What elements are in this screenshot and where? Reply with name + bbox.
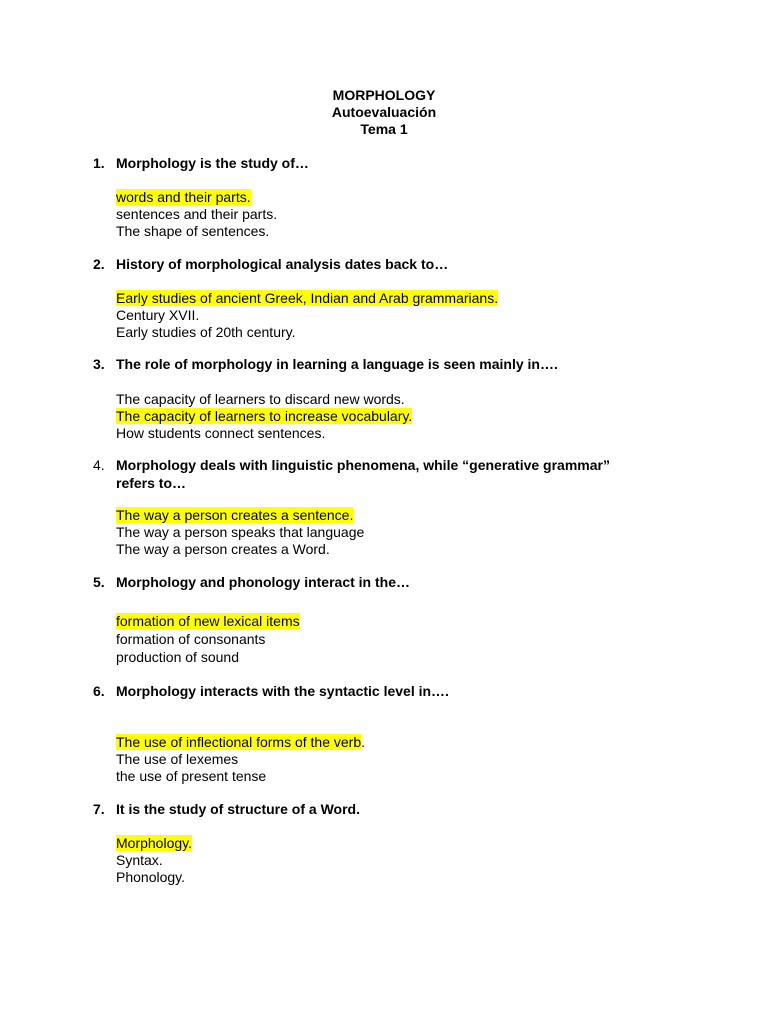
answer-option: How students connect sentences. — [116, 424, 326, 441]
answer-option: The way a person creates a Word. — [116, 541, 330, 557]
answer-option: Syntax. — [116, 851, 163, 868]
question-number: 4. — [93, 457, 105, 473]
question-6 — [93, 683, 693, 785]
question-text: Morphology is the study of… — [116, 155, 309, 171]
document-title: MORPHOLOGY — [332, 87, 436, 103]
answer-option-correct: Morphology. — [116, 834, 193, 851]
question-number: 5. — [93, 574, 105, 590]
question-text: History of morphological analysis dates back to… — [116, 256, 449, 272]
question-number: 3. — [93, 356, 105, 372]
document-header — [0, 87, 768, 138]
question-number: 6. — [93, 683, 105, 699]
answer-option-correct: The use of inflectional forms of the verb — [116, 733, 362, 750]
answer-options — [93, 189, 693, 240]
question-text-line-1: Morphology deals with linguistic phenomena, while “generative grammar” — [116, 457, 610, 473]
answer-option-correct: Early studies of ancient Greek, Indian and Arab grammarians. — [116, 289, 499, 306]
answer-option-correct: The way a person creates a sentence. — [116, 507, 354, 523]
answer-option-correct: formation of new lexical items — [116, 612, 300, 629]
answer-option: sentences and their parts. — [116, 205, 278, 222]
answer-option-correct: The capacity of learners to increase vocabulary. — [116, 407, 413, 424]
answer-option-correct: words and their parts. — [116, 188, 251, 205]
answer-option: Phonology. — [116, 868, 186, 885]
answer-options — [93, 835, 693, 886]
question-1 — [93, 155, 693, 240]
answer-options — [93, 612, 693, 666]
question-text: Morphology and phonology interact in the… — [116, 574, 410, 590]
question-3 — [93, 356, 693, 442]
question-text: Morphology interacts with the syntactic level in…. — [116, 683, 449, 699]
answer-option: Early studies of 20th century. — [116, 323, 296, 340]
question-4 — [93, 457, 693, 558]
question-text: The role of morphology in learning a language is seen mainly in…. — [116, 356, 558, 372]
question-number: 1. — [93, 155, 105, 171]
answer-options — [93, 734, 693, 785]
document-topic: Tema 1 — [360, 121, 408, 137]
document-subtitle: Autoevaluación — [331, 104, 437, 120]
answer-option: production of sound — [116, 648, 239, 665]
answer-option: Century XVII. — [116, 306, 200, 323]
answer-option: the use of present tense — [116, 767, 267, 784]
question-text-line-2: refers to… — [116, 474, 187, 491]
question-text: It is the study of structure of a Word. — [116, 801, 360, 817]
answer-options — [93, 507, 693, 558]
question-2 — [93, 256, 693, 341]
answer-option: formation of consonants — [116, 630, 266, 647]
question-number: 2. — [93, 256, 105, 272]
question-number: 7. — [93, 801, 105, 817]
answer-option: The way a person speaks that language — [116, 524, 365, 540]
answer-option: The shape of sentences. — [116, 222, 270, 239]
question-7 — [93, 801, 693, 886]
answer-options — [93, 391, 693, 442]
answer-option: The use of lexemes — [116, 750, 239, 767]
answer-option: The capacity of learners to discard new words. — [116, 390, 405, 407]
answer-options — [93, 290, 693, 341]
answer-option-period: . — [361, 733, 366, 750]
question-5 — [93, 574, 693, 666]
